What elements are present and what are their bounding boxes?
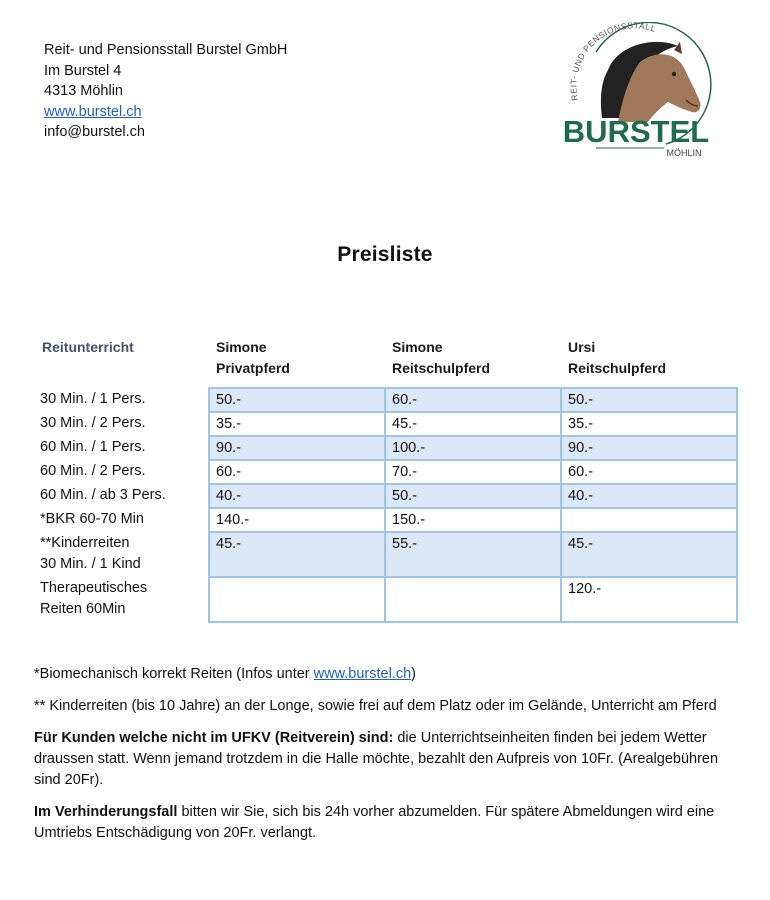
row-label-line1: 60 Min. / 1 Pers. <box>40 439 146 455</box>
table-row <box>34 460 737 484</box>
row-label <box>34 460 209 484</box>
row-label-line2: 30 Min. / 1 Kind <box>40 556 141 572</box>
note-text-end: ) <box>411 666 417 682</box>
table-row <box>34 484 737 508</box>
price-cell: 35.- <box>561 412 737 436</box>
price-cell <box>385 577 561 622</box>
row-label <box>34 532 209 577</box>
header-line1: Simone <box>392 339 443 355</box>
row-label-line1: 60 Min. / ab 3 Pers. <box>40 487 166 503</box>
row-label-line2: Reiten 60Min <box>40 601 126 617</box>
notes <box>34 664 734 855</box>
header-reitunterricht <box>42 337 134 358</box>
price-cell: 55.- <box>385 532 561 577</box>
price-cell: 140.- <box>209 508 385 532</box>
price-cell: 50.- <box>385 484 561 508</box>
header-line2: Reitschulpferd <box>392 360 491 376</box>
note-ufkv-text: die Unterrichtseinheiten finden bei jedem Wetter draussen statt. Wenn jemand trotzdem in die Halle möchte, bezahlt den Aufpreis von 10Fr. (Arealgebühren sind 20Fr). <box>34 730 719 788</box>
price-cell: 40.- <box>561 484 737 508</box>
header-line2: Reitschulpferd <box>568 360 667 376</box>
price-cell <box>561 508 737 532</box>
price-cell <box>209 577 385 622</box>
street: Im Burstel 4 <box>44 62 122 79</box>
row-label-line1: Therapeutisches <box>40 580 148 596</box>
price-cell: 35.- <box>209 412 385 436</box>
price-cell: 100.- <box>385 436 561 460</box>
price-cell: 45.- <box>385 412 561 436</box>
row-label <box>34 388 209 412</box>
price-cell: 50.- <box>561 388 737 412</box>
header-line1: Simone <box>216 339 267 355</box>
row-label <box>34 508 209 532</box>
note-ufkv <box>34 728 734 791</box>
header-simone-privatpferd <box>216 337 290 379</box>
table-row <box>34 532 737 577</box>
price-cell: 60.- <box>209 460 385 484</box>
company-name: Reit- und Pensionsstall Burstel GmbH <box>44 42 288 58</box>
row-label <box>34 577 209 622</box>
table-row <box>34 412 737 436</box>
price-cell: 60.- <box>561 460 737 484</box>
price-cell: 150.- <box>385 508 561 532</box>
note-bkr <box>34 664 734 685</box>
row-label-line1: 60 Min. / 2 Pers. <box>40 463 146 479</box>
price-cell: 120.- <box>561 577 737 622</box>
note-ufkv-bold: Für Kunden welche nicht im UFKV (Reitverein) sind: <box>34 730 394 746</box>
burstel-logo <box>556 22 716 162</box>
website-link[interactable]: www.burstel.ch <box>44 103 142 120</box>
row-label-line1: **Kinderreiten <box>40 535 130 551</box>
price-cell: 60.- <box>385 388 561 412</box>
table-row <box>34 577 737 622</box>
note-website-link[interactable]: www.burstel.ch <box>313 666 412 682</box>
note-verhinderung-text: bitten wir Sie, sich bis 24h vorher abzumelden. Für spätere Abmeldungen wird eine Umtriebs Entschädigung von 20Fr. verlangt. <box>34 804 715 841</box>
price-table <box>34 387 738 623</box>
row-label-line1: 30 Min. / 2 Pers. <box>40 415 146 431</box>
price-cell: 40.- <box>209 484 385 508</box>
price-cell: 45.- <box>209 532 385 577</box>
row-label <box>34 436 209 460</box>
company-address <box>44 40 287 143</box>
email: info@burstel.ch <box>44 124 145 140</box>
row-label-line1: 30 Min. / 1 Pers. <box>40 391 146 407</box>
table-row <box>34 508 737 532</box>
header-line1: Reitunterricht <box>42 339 134 355</box>
row-label <box>34 484 209 508</box>
price-cell: 70.- <box>385 460 561 484</box>
header-ursi-reitschulpferd <box>568 337 666 379</box>
row-label-line1: *BKR 60-70 Min <box>40 511 144 527</box>
table-row <box>34 436 737 460</box>
page-title: Preisliste <box>337 243 433 266</box>
row-label <box>34 412 209 436</box>
price-cell: 45.- <box>561 532 737 577</box>
note-verhinderung <box>34 802 734 844</box>
logo-arc-text: REIT- UND PENSIONSSTALL <box>568 22 658 102</box>
note-text: *Biomechanisch korrekt Reiten (Infos unter <box>34 666 314 682</box>
header-line2: Privatpferd <box>216 360 290 376</box>
city: 4313 Möhlin <box>44 83 123 99</box>
header-line1: Ursi <box>568 339 596 355</box>
logo-name: BURSTEL <box>562 114 710 149</box>
price-cell: 90.- <box>561 436 737 460</box>
price-cell: 90.- <box>209 436 385 460</box>
table-row <box>34 388 737 412</box>
header-simone-reitschulpferd <box>392 337 490 379</box>
note-kinderreiten: ** Kinderreiten (bis 10 Jahre) an der Longe, sowie frei auf dem Platz oder im Gelände, Unterricht am Pferd <box>34 698 717 714</box>
price-cell: 50.- <box>209 388 385 412</box>
note-verhinderung-bold: Im Verhinderungsfall <box>34 804 178 820</box>
logo-place: MÖHLIN <box>666 148 702 158</box>
horse-logo-icon <box>556 22 716 162</box>
